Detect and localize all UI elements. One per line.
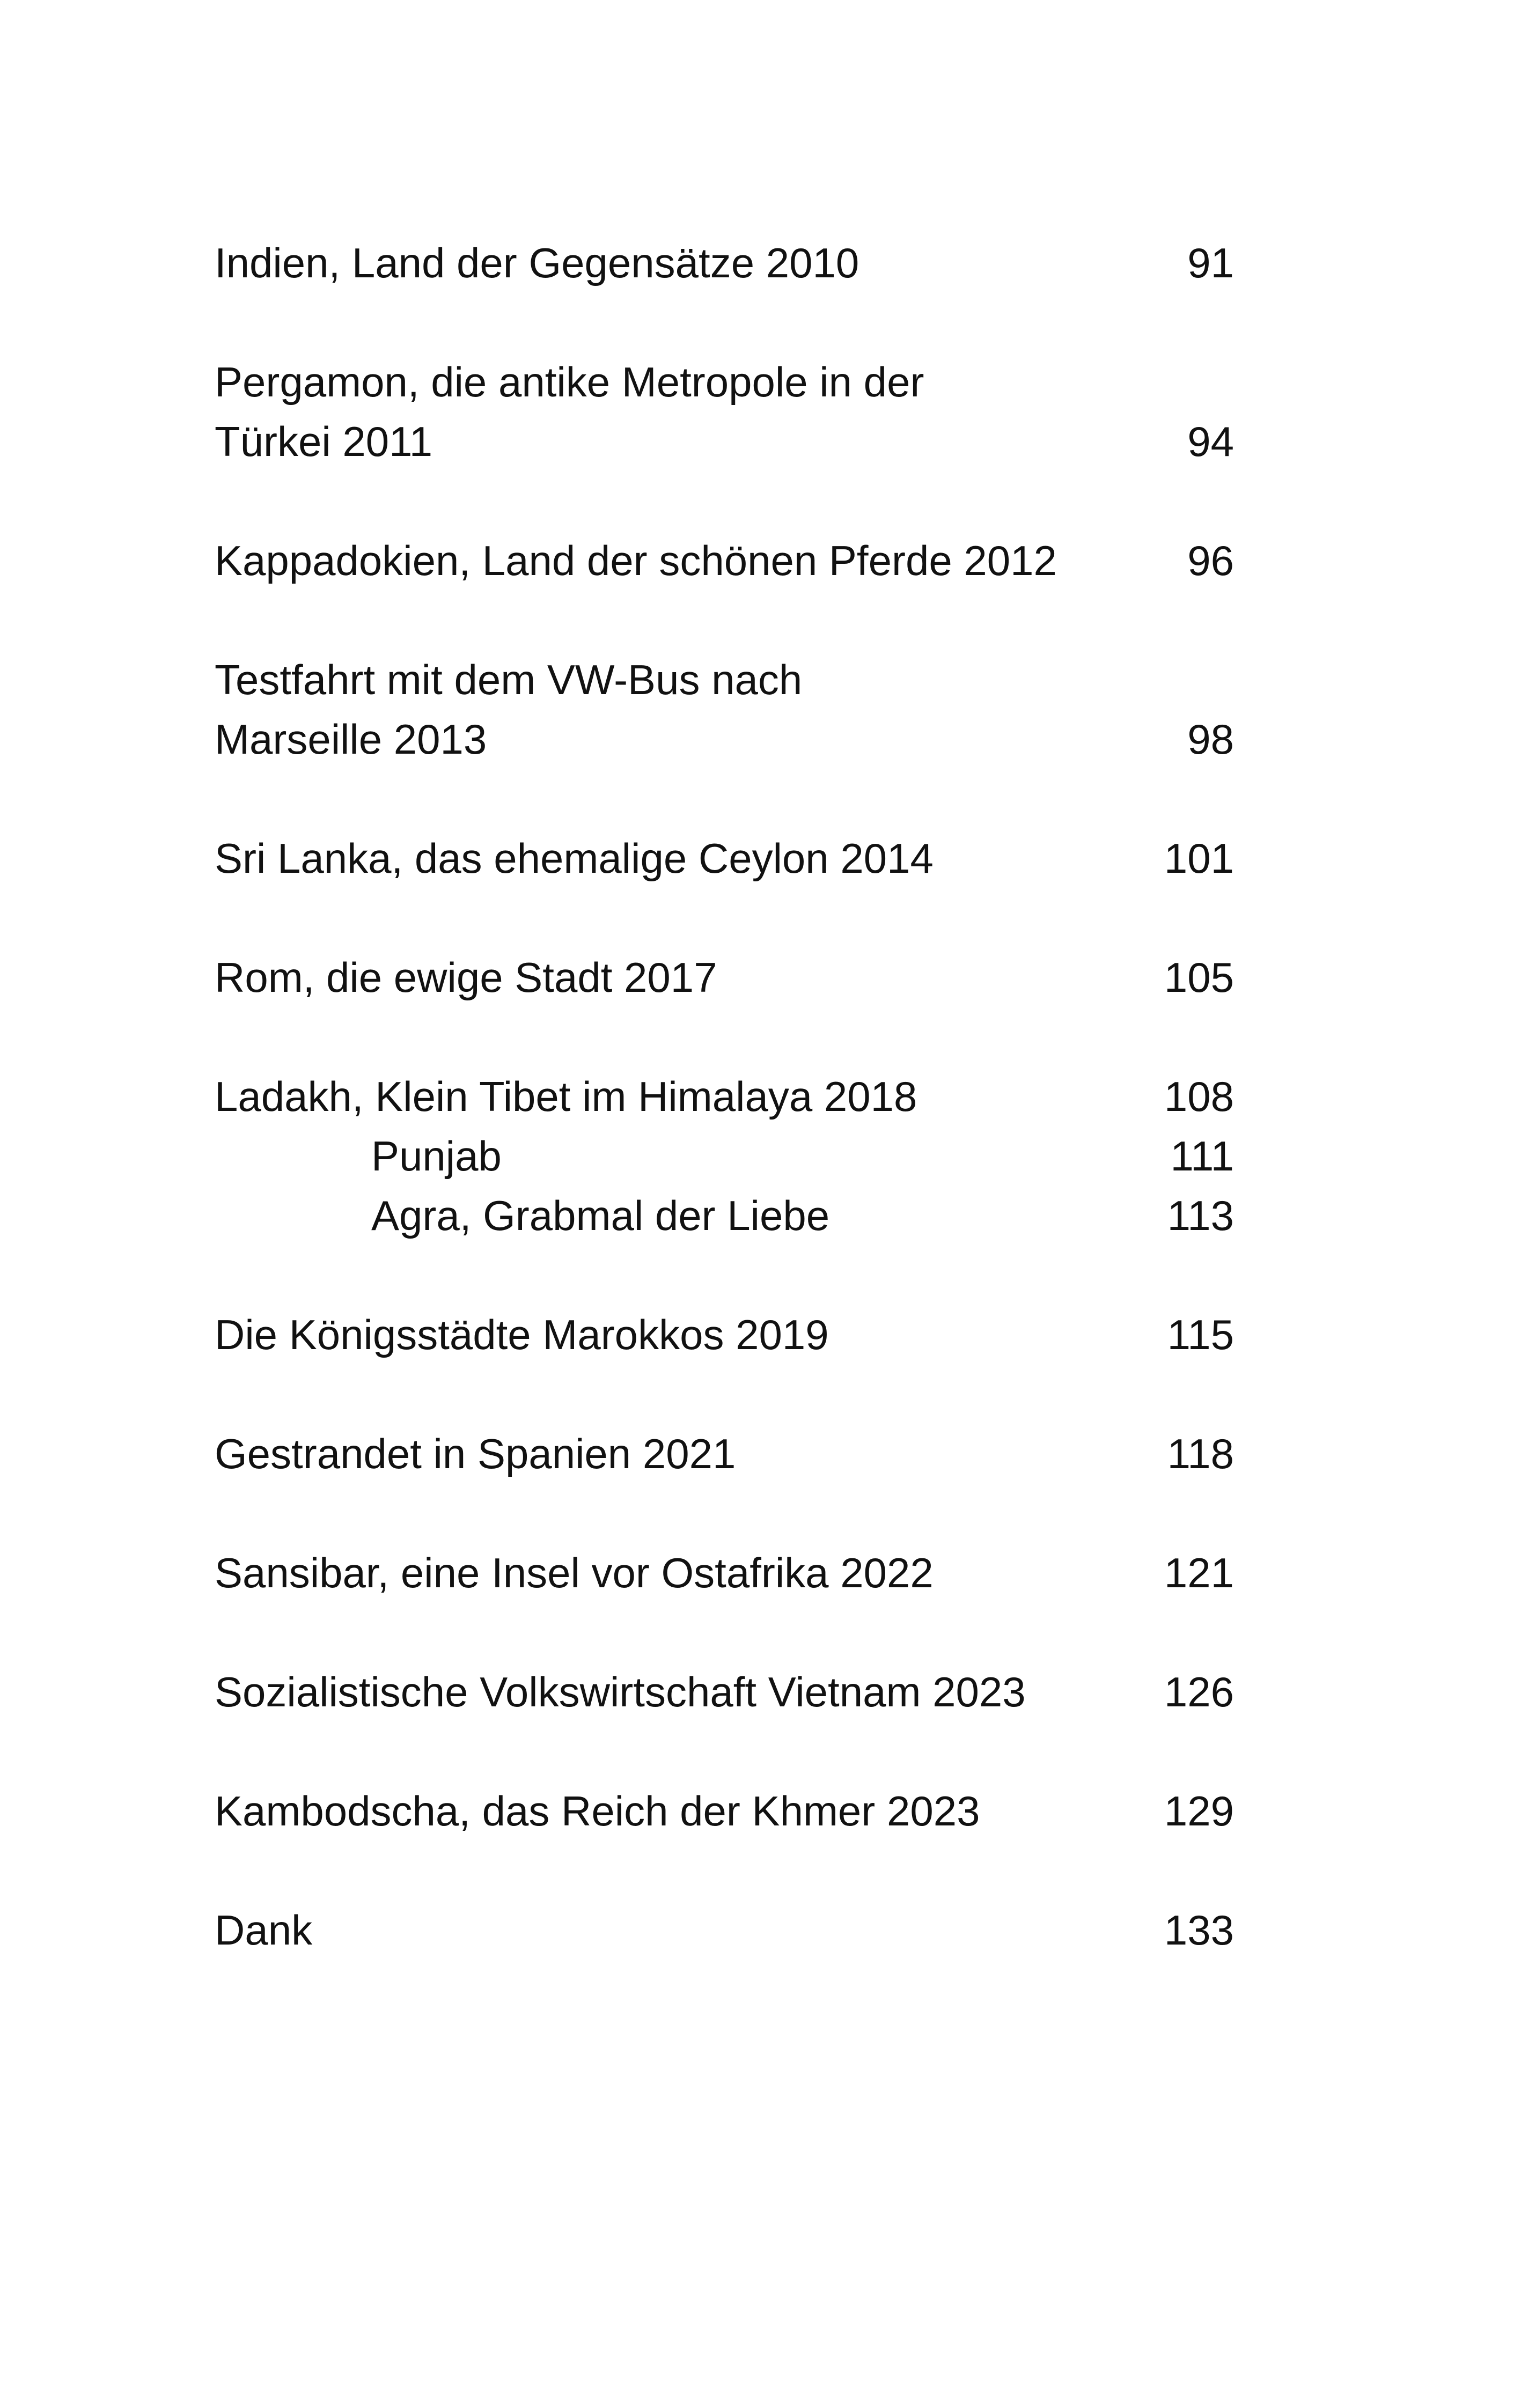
toc-entry-kambodscha[interactable] bbox=[215, 1781, 1234, 1841]
toc-entry-title: Marseille 2013 bbox=[215, 716, 487, 763]
toc-entry-title: Gestrandet in Spanien 2021 bbox=[215, 1430, 736, 1477]
toc-entry-title: Sozialistische Volkswirtschaft Vietnam 2023 bbox=[215, 1668, 1026, 1715]
toc-entry-title: Pergamon, die antike Metropole in der bbox=[215, 358, 924, 406]
toc-entry-page: 126 bbox=[1164, 1668, 1234, 1715]
toc-entry-title: Türkei 2011 bbox=[215, 418, 433, 465]
toc-entry-title: Sansibar, eine Insel vor Ostafrika 2022 bbox=[215, 1549, 934, 1596]
toc-entry-title: Sri Lanka, das ehemalige Ceylon 2014 bbox=[215, 835, 934, 882]
toc-entry-sansibar[interactable] bbox=[215, 1543, 1234, 1603]
toc-entry-pergamon-line1[interactable] bbox=[215, 352, 1234, 412]
toc-entry-title: Kappadokien, Land der schönen Pferde 2012 bbox=[215, 537, 1057, 584]
toc-entry-page: 118 bbox=[1167, 1430, 1234, 1477]
toc-entry-page: 108 bbox=[1164, 1073, 1234, 1120]
toc-entry-testfahrt-line1[interactable] bbox=[215, 650, 1234, 710]
toc-entry-page: 129 bbox=[1164, 1787, 1234, 1835]
toc-subentry-page: 113 bbox=[1167, 1192, 1234, 1239]
toc-entry-pergamon-line2[interactable] bbox=[215, 412, 1234, 472]
toc-subentry-page: 111 bbox=[1170, 1132, 1234, 1180]
toc-entry-page: 96 bbox=[1187, 537, 1234, 584]
toc-entry-spanien[interactable] bbox=[215, 1424, 1234, 1484]
toc-entry-kappadokien[interactable] bbox=[215, 531, 1234, 591]
toc-subentry-punjab[interactable] bbox=[215, 1126, 1234, 1186]
toc-entry-title: Rom, die ewige Stadt 2017 bbox=[215, 954, 717, 1001]
toc-subentry-title: Agra, Grabmal der Liebe bbox=[371, 1192, 830, 1239]
table-of-contents bbox=[215, 233, 1234, 1960]
toc-entry-testfahrt-line2[interactable] bbox=[215, 710, 1234, 769]
toc-entry-title: Dank bbox=[215, 1906, 313, 1954]
toc-entry-title: Die Königsstädte Marokkos 2019 bbox=[215, 1311, 829, 1358]
toc-entry-page: 94 bbox=[1187, 418, 1234, 465]
toc-entry-title: Ladakh, Klein Tibet im Himalaya 2018 bbox=[215, 1073, 917, 1120]
toc-subentry-title: Punjab bbox=[371, 1132, 502, 1180]
toc-entry-title: Testfahrt mit dem VW-Bus nach bbox=[215, 656, 803, 703]
toc-entry-vietnam[interactable] bbox=[215, 1662, 1234, 1722]
toc-entry-page: 101 bbox=[1164, 835, 1234, 882]
toc-entry-dank[interactable] bbox=[215, 1901, 1234, 1960]
toc-entry-title: Indien, Land der Gegensätze 2010 bbox=[215, 239, 859, 286]
toc-entry-page: 133 bbox=[1164, 1906, 1234, 1954]
toc-entry-page: 91 bbox=[1187, 239, 1234, 286]
toc-entry-page: 115 bbox=[1167, 1311, 1234, 1358]
toc-entry-marokko[interactable] bbox=[215, 1305, 1234, 1365]
toc-entry-sri-lanka[interactable] bbox=[215, 829, 1234, 888]
toc-entry-page: 105 bbox=[1164, 954, 1234, 1001]
toc-entry-page: 121 bbox=[1164, 1549, 1234, 1596]
toc-subentry-agra[interactable] bbox=[215, 1186, 1234, 1246]
toc-entry-title: Kambodscha, das Reich der Khmer 2023 bbox=[215, 1787, 980, 1835]
toc-entry-page: 98 bbox=[1187, 716, 1234, 763]
toc-entry-rom[interactable] bbox=[215, 948, 1234, 1007]
toc-entry-ladakh[interactable] bbox=[215, 1067, 1234, 1126]
toc-entry-indien[interactable] bbox=[215, 233, 1234, 293]
